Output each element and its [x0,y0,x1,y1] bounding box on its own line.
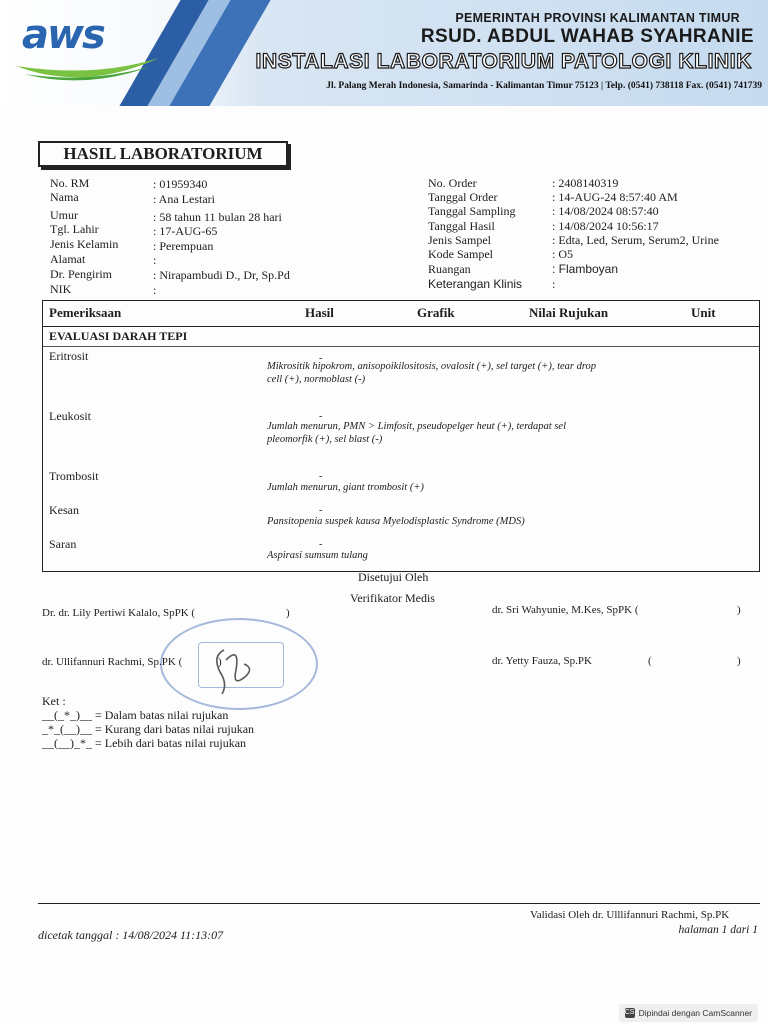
ket-klinis-label: Keterangan Klinis [428,277,523,291]
alamat-value: : [153,253,157,267]
legend-low: _*_(__)__ = Kurang dari batas nilai rujukan [42,722,255,736]
tgl-sampling-value: : 14/08/2024 08:57:40 [552,204,659,218]
param-kesan: Kesan [49,503,79,517]
logo-swoosh-icon [14,52,164,84]
document-title: HASIL LABORATORIUM [38,141,288,167]
disetujui-label: Disetujui Oleh [358,570,429,584]
signer-1: Dr. dr. Lily Pertiwi Kalalo, SpPK ( [42,607,196,619]
col-unit: Unit [691,305,716,320]
tgl-hasil-label: Tanggal Hasil [428,219,495,233]
param-trombosit: Trombosit [49,469,99,483]
result-dot: - [319,505,323,516]
tgl-hasil-value: : 14/08/2024 10:56:17 [552,219,659,233]
jenis-kelamin-label: Jenis Kelamin [50,237,119,251]
tgl-lahir-value: : 17-AUG-65 [153,224,218,238]
signer-4-close: ) [737,655,741,667]
param-saran: Saran [49,537,77,551]
signer-1-close: ) [286,607,290,619]
kode-sampel-value: : O5 [552,247,573,261]
tgl-lahir-label: Tgl. Lahir [50,222,99,236]
camscanner-watermark [619,1004,758,1022]
print-date: dicetak tanggal : 14/08/2024 11:13:07 [38,928,224,942]
legend-normal: __(_*_)__ = Dalam batas nilai rujukan [42,708,229,722]
letterhead-banner [0,0,768,106]
nama-label: Nama [50,190,79,204]
signer-4-open: ( [648,655,652,667]
validasi-text: Validasi Oleh dr. Ulllifannuri Rachmi, Sp.PK [530,909,730,921]
signer-2: dr. Sri Wahyunie, M.Kes, SpPK ( [492,604,639,616]
pengirim-value: : Nirapambudi D., Dr, Sp.Pd [153,268,290,282]
result-dot: - [319,411,323,422]
ruangan-value: : Flamboyan [552,262,619,276]
pengirim-label: Dr. Pengirim [50,267,112,281]
footer-divider [38,903,760,904]
signer-3-close: ) [218,656,222,668]
camscanner-icon: CS [624,1009,635,1016]
result-trombosit: Jumlah menurun, giant trombosit (+) [267,482,424,493]
result-dot: - [319,353,323,364]
jenis-kelamin-value: : Perempuan [153,239,214,253]
legend-high: __(__)_*_ = Lebih dari batas nilai rujukan [42,736,247,750]
hospital-logo: aws [22,12,104,58]
no-order-value: : 2408140319 [552,176,619,190]
col-nilai-rujukan: Nilai Rujukan [529,305,609,320]
tgl-sampling-label: Tanggal Sampling [428,204,516,218]
ket-klinis-value: : [552,277,556,291]
page-number: halaman 1 dari 1 [678,924,758,936]
results-table [42,300,760,572]
signature-scribble-icon [162,620,320,712]
installation-name: INSTALASI LABORATORIUM PATOLOGI KLINIK [255,50,752,73]
nik-label: NIK [50,282,72,296]
nama-value: : Ana Lestari [153,192,215,206]
result-kesan: Pansitopenia suspek kausa Myelodisplastic Syndrome (MDS) [267,516,525,527]
hospital-stamp [160,618,318,710]
jenis-sampel-label: Jenis Sampel [428,233,491,247]
result-dot: - [319,471,323,482]
section-evaluasi-darah-tepi: EVALUASI DARAH TEPI [43,327,759,347]
col-grafik: Grafik [417,305,455,320]
result-saran: Aspirasi sumsum tulang [267,550,368,561]
gov-name: PEMERINTAH PROVINSI KALIMANTAN TIMUR [455,11,740,25]
signer-2-close: ) [737,604,741,616]
result-eritrosit: Mikrositik hipokrom, anisopoikilositosis, ovalosit (+), sel target (+), tear drop cell (+), normoblast (-) [267,361,597,385]
result-leukosit: Jumlah menurun, PMN > Limfosit, pseudopelger heut (+), terdapat sel pleomorfik (+), sel blast (-) [267,421,566,445]
param-eritrosit: Eritrosit [49,349,89,363]
signer-3: dr. Ullifannuri Rachmi, Sp.PK ( [42,656,183,668]
kode-sampel-label: Kode Sampel [428,247,493,261]
table-header [43,301,759,327]
jenis-sampel-value: : Edta, Led, Serum, Serum2, Urine [552,233,719,247]
legend-title: Ket : [42,694,66,708]
verifikator-label: Verifikator Medis [350,591,435,605]
col-hasil: Hasil [305,305,334,320]
tgl-order-value: : 14-AUG-24 8:57:40 AM [552,190,678,204]
param-leukosit: Leukosit [49,409,91,423]
nik-value: : [153,283,157,297]
hospital-name: RSUD. ABDUL WAHAB SYAHRANIE [420,26,754,47]
no-rm-label: No. RM [50,176,90,190]
no-rm-value: : 01959340 [153,177,208,191]
hospital-address: Jl. Palang Merah Indonesia, Samarinda - Kalimantan Timur 75123 | Telp. (0541) 738118 Fax. (0541) 741739 [326,81,762,91]
no-order-label: No. Order [428,176,477,190]
umur-value: : 58 tahun 11 bulan 28 hari [153,210,282,224]
tgl-order-label: Tanggal Order [428,190,498,204]
ruangan-label: Ruangan [428,262,471,276]
umur-label: Umur [50,208,78,222]
result-dot: - [319,539,323,550]
camscanner-text: Dipindai dengan CamScanner [638,1008,752,1018]
signer-4: dr. Yetty Fauza, Sp.PK [492,655,592,667]
alamat-label: Alamat [50,252,86,266]
col-pemeriksaan: Pemeriksaan [49,305,122,320]
